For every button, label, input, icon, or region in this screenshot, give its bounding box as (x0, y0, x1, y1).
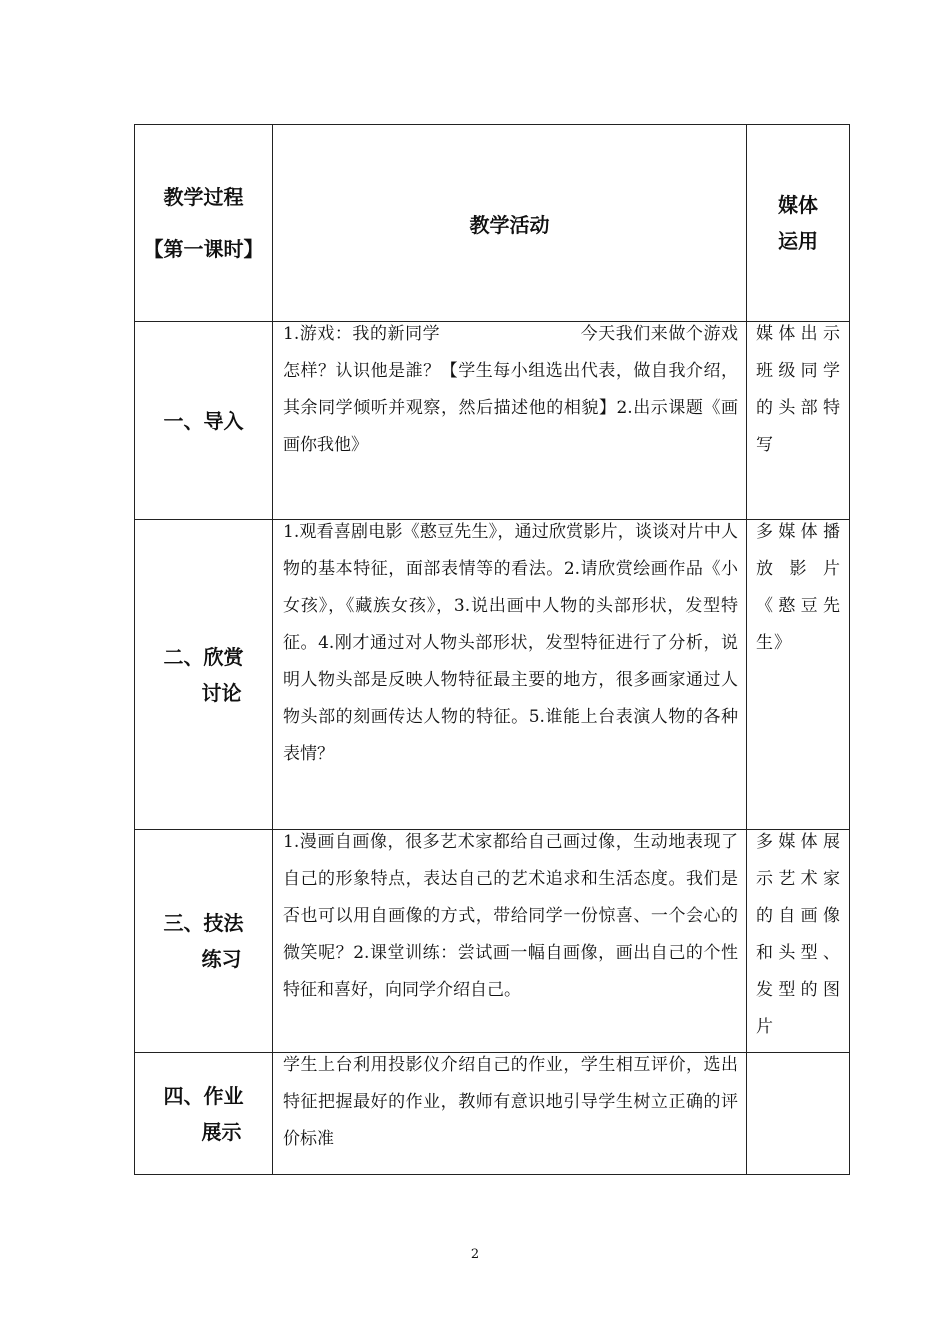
header-stage-cell (135, 125, 273, 322)
header-media-title-line2: 运用 (778, 229, 818, 253)
media-cell (747, 830, 850, 1053)
activity-cell (273, 322, 747, 520)
activity-cell (273, 1053, 747, 1175)
media-cell (747, 322, 850, 520)
stage-name-continued: 练习 (201, 947, 242, 971)
header-media-title-line1: 媒体 (778, 193, 818, 217)
stage-name-continued: 讨论 (201, 680, 242, 705)
activity-text: 1.游戏：我的新同学 今天我们来做个游戏怎样？认识他是誰？【学生每小组选出代表，做自我介绍，其余同学倾听并观察，然后描述他的相貌】2.出示课题《画画你我他》 (283, 324, 738, 455)
stage-name-continued: 展示 (201, 1119, 242, 1144)
page-number: 2 (470, 1247, 480, 1262)
activity-text: 1.观看喜剧电影《憨豆先生》，通过欣赏影片，谈谈对片中人物的基本特征，面部表情等的看法。2.请欣赏绘画作品《小女孩》，《藏族女孩》，3.说出画中人物的头部形状，发型特征。4.刚才通过对人物头部形状，发型特征进行了分析，说明人物头部是反映人物特征最主要的地方，很多画家通过人物头部的刻画传达人物的特征。5.谁能上台表演人物的各种表情？ (283, 522, 738, 764)
stage-cell (135, 1053, 273, 1175)
stage-name: 三、技法 (163, 911, 244, 935)
media-cell (747, 520, 850, 830)
stage-name: 一、导入 (163, 408, 244, 433)
header-activity-cell (273, 125, 747, 322)
stage-name: 二、欣赏 (163, 644, 244, 669)
header-stage-subtitle: 【第一课时】 (143, 237, 264, 261)
header-activity-title: 教学活动 (469, 212, 550, 237)
table-row (135, 1053, 850, 1175)
stage-name: 四、作业 (163, 1083, 244, 1108)
table-row (135, 520, 850, 830)
header-stage-title: 教学过程 (163, 185, 244, 209)
stage-cell (135, 322, 273, 520)
activity-text: 1.漫画自画像，很多艺术家都给自己画过像，生动地表现了自己的形象特点，表达自己的艺术追求和生活态度。我们是否也可以用自画像的方式，带给同学一份惊喜、一个会心的微笑呢？2.课堂训练：尝试画一幅自画像，画出自己的个性特征和喜好，向同学介绍自己。 (283, 832, 738, 1000)
stage-cell (135, 830, 273, 1053)
activity-cell (273, 830, 747, 1053)
activity-cell (273, 520, 747, 830)
media-text: 多媒体播放影片《憨豆先生》 (756, 522, 841, 653)
table-row (135, 322, 850, 520)
media-text: 多媒体展示艺术家的自画像和头型、发型的图片 (756, 832, 841, 1037)
activity-text: 学生上台利用投影仪介绍自己的作业，学生相互评价，选出特征把握最好的作业，教师有意识地引导学生树立正确的评价标准 (283, 1055, 738, 1149)
table-header-row (135, 125, 850, 322)
table-row (135, 830, 850, 1053)
lesson-plan-table (134, 124, 850, 1175)
stage-cell (135, 520, 273, 830)
header-media-cell (747, 125, 850, 322)
media-cell (747, 1053, 850, 1175)
media-text: 媒体出示班级同学的头部特写 (756, 324, 841, 455)
